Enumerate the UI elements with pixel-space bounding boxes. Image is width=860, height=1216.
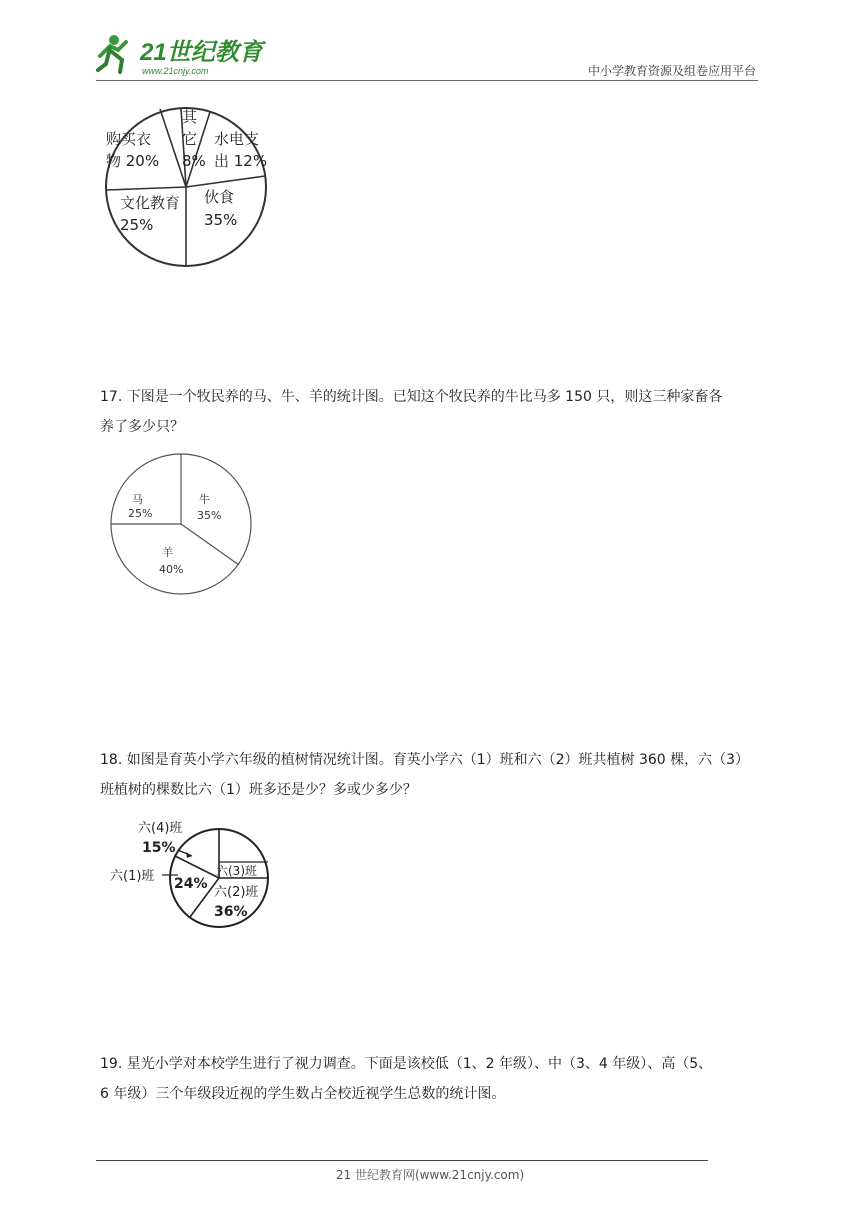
pie-divider bbox=[186, 176, 265, 187]
slice-value: 物 20% bbox=[106, 152, 160, 170]
question-17-line-2: 养了多少只？ bbox=[100, 419, 184, 435]
expense-pie-chart bbox=[100, 104, 280, 272]
slice-label: 水电支 bbox=[214, 130, 260, 148]
question-19-line-2: 6 年级）三个年级段近视的学生数占全校近视学生总数的统计图。 bbox=[100, 1086, 506, 1102]
platform-title: 中小学教育资源及组卷应用平台 bbox=[587, 64, 756, 78]
slice-value: 35% bbox=[204, 211, 238, 229]
question-17-line-1: 17. 下图是一个牧民养的马、牛、羊的统计图。已知这个牧民养的牛比马多 150 只，则这三种家畜各 bbox=[100, 389, 723, 405]
question-19-line-1: 19. 星光小学对本校学生进行了视力调查。下面是该校低（1、2 年级）、中（3、4 年级）、高（5、 bbox=[100, 1056, 713, 1072]
slice-label: 羊 bbox=[162, 546, 173, 559]
slice-label: 六(2)班 bbox=[214, 885, 259, 900]
logo-url: www.21cnjy.com bbox=[142, 66, 209, 76]
slice-value: 出 12% bbox=[214, 152, 268, 170]
slice-label: 马 bbox=[132, 493, 143, 506]
slice-label: 购买衣 bbox=[106, 130, 152, 148]
question-18 bbox=[100, 745, 770, 805]
slice-value: 15% bbox=[142, 840, 176, 856]
pie-divider bbox=[175, 856, 219, 878]
slice-label: 它 bbox=[182, 130, 198, 148]
header-divider bbox=[96, 80, 758, 81]
slice-label: 伙食 bbox=[204, 188, 235, 206]
slice-value: 40% bbox=[159, 563, 184, 576]
question-19 bbox=[100, 1049, 770, 1109]
slice-label: 文化教育 bbox=[120, 194, 181, 212]
slice-value: 8% bbox=[182, 152, 206, 170]
slice-label: 其 bbox=[182, 108, 198, 126]
pie-divider bbox=[181, 524, 239, 565]
tree-planting-pie-chart bbox=[106, 812, 286, 938]
slice-label: 六(1)班 bbox=[110, 869, 155, 884]
question-18-line-1: 18. 如图是育英小学六年级的植树情况统计图。育英小学六（1）班和六（2）班共植树 360 棵，六（3） bbox=[100, 752, 750, 768]
slice-value: 24% bbox=[174, 876, 208, 892]
slice-value: 36% bbox=[214, 904, 248, 920]
pie-divider bbox=[107, 187, 186, 190]
slice-label: 六(4)班 bbox=[138, 821, 183, 836]
runner-icon bbox=[98, 35, 126, 72]
footer-text: 21 世纪教育网(www.21cnjy.com) bbox=[335, 1168, 525, 1182]
site-logo bbox=[96, 30, 266, 78]
slice-value: 25% bbox=[128, 507, 153, 520]
question-18-line-2: 班植树的棵数比六（1）班多还是少？多或少多少？ bbox=[100, 782, 417, 798]
logo-text: 21世纪教育 bbox=[140, 39, 263, 66]
slice-value: 25% bbox=[120, 216, 154, 234]
footer-divider bbox=[96, 1160, 708, 1161]
slice-value: 35% bbox=[197, 509, 222, 522]
livestock-pie-chart bbox=[106, 453, 256, 601]
slice-label: 牛 bbox=[199, 493, 210, 506]
slice-label: 六(3)班 bbox=[216, 864, 257, 878]
question-17 bbox=[100, 382, 770, 442]
